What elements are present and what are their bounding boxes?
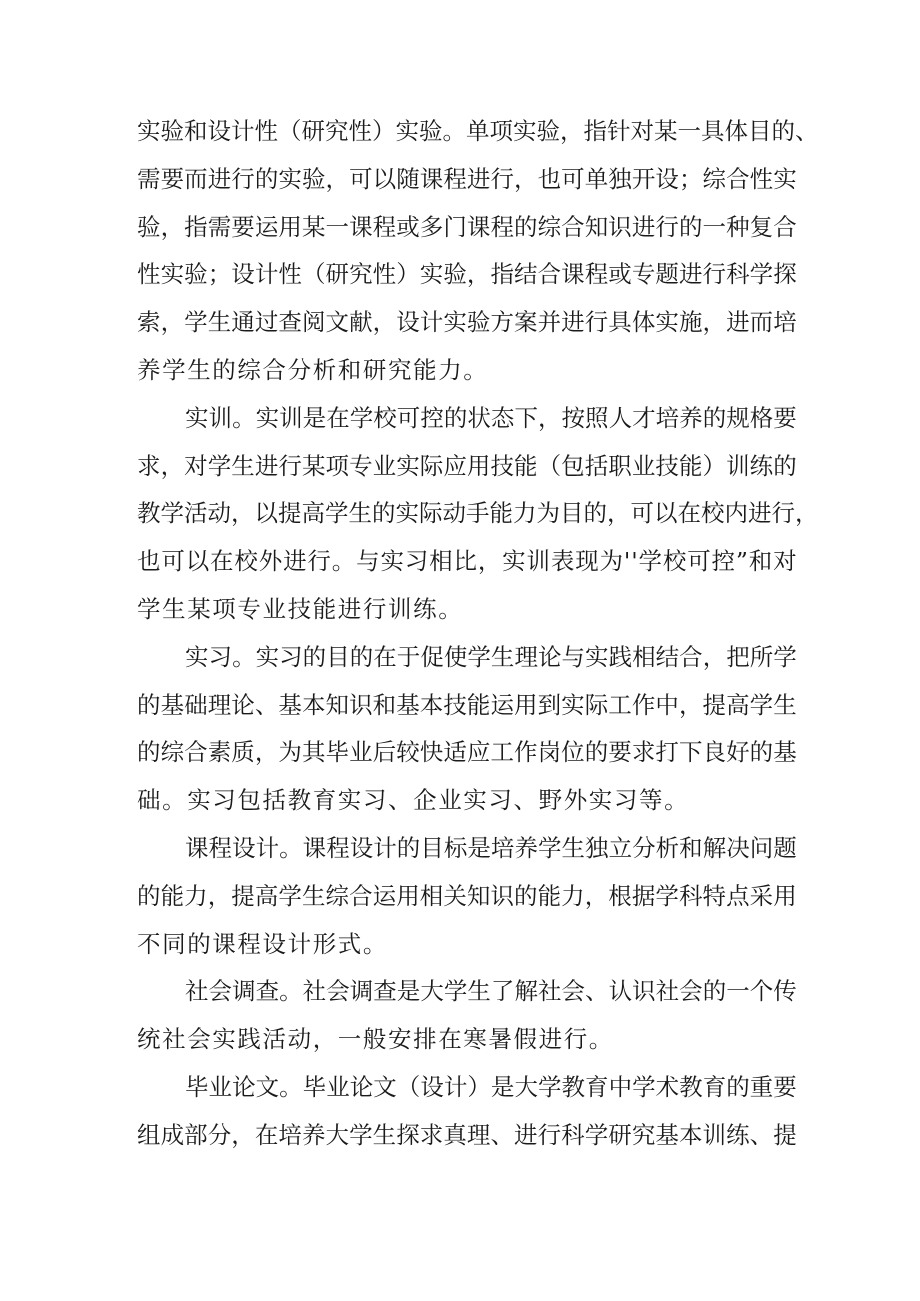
paragraph-first-line: 实 训 。 实 训 是 在 学 校 可 控 的 状 态 下 ， 按 照 人 才 培 养 的 规 格 要 xyxy=(185,403,797,432)
paragraph-first-line: 课 程 设 计 。 课 程 设 计 的 目 标 是 培 养 学 生 独 立 分 析 和 解 决 问 题 xyxy=(185,833,797,862)
text-line: 的 综 合 素 质 ， 为 其 毕 业 后 较 快 适 应 工 作 岗 位 的 要 求 打 下 良 好 的 基 xyxy=(137,738,797,767)
text-line: 础。实习包括教育实习、企业实习、野外实习等。 xyxy=(137,786,690,815)
text-line: 的 基 础 理 论 、 基 本 知 识 和 基 本 技 能 运 用 到 实 际 工 作 中 ， 提 高 学 生 xyxy=(137,690,797,719)
text-line: 教 学 活 动 ， 以 提 高 学 生 的 实 际 动 手 能 力 为 目 的 ， 可 以 在 校 内 进 行 ， xyxy=(137,499,819,528)
text-line: 实 验 和 设 计 性 （ 研 究 性 ） 实 验 。 单 项 实 验 ， 指 针 对 某 一 具 体 目 的 、 xyxy=(137,117,819,145)
text-line: 求 ， 对 学 生 进 行 某 项 专 业 实 际 应 用 技 能 （ 包 括 职 业 技 能 ） 训 练 的 xyxy=(137,451,797,480)
text-line: 也 可 以 在 校 外 进 行 。 与 实 习 相 比 ， 实 训 表 现 为 ' ' 学 校 可 控 ” 和 对 xyxy=(137,547,797,576)
text-line: 养学生的综合分析和研究能力。 xyxy=(137,355,489,384)
text-line: 需 要 而 进 行 的 实 验 ， 可 以 随 课 程 进 行 ， 也 可 单 独 开 设 ； 综 合 性 实 xyxy=(137,164,797,193)
text-line: 学生某项专业技能进行训练。 xyxy=(137,594,464,623)
text-line: 的 能 力 ， 提 高 学 生 综 合 运 用 相 关 知 识 的 能 力 ， 根 据 学 科 特 点 采 用 xyxy=(137,881,797,910)
text-line: 验 ， 指 需 要 运 用 某 一 课 程 或 多 门 课 程 的 综 合 知 识 进 行 的 一 种 复 合 xyxy=(137,212,797,241)
text-line: 不同的课程设计形式。 xyxy=(137,929,388,958)
text-line: 性 实 验 ； 设 计 性 （ 研 究 性 ） 实 验 ， 指 结 合 课 程 或 专 题 进 行 科 学 探 xyxy=(137,260,797,289)
paragraph-first-line: 社 会 调 查 。 社 会 调 查 是 大 学 生 了 解 社 会 、 认 识 社 会 的 一 个 传 xyxy=(185,977,797,1006)
body-text xyxy=(137,108,819,1160)
paragraph-first-line: 实 习 。 实 习 的 目 的 在 于 促 使 学 生 理 论 与 实 践 相 结 合 ， 把 所 学 xyxy=(185,642,797,671)
text-line: 统社会实践活动，一般安排在寒暑假进行。 xyxy=(137,1025,614,1054)
text-line: 组 成 部 分 ， 在 培 养 大 学 生 探 求 真 理 、 进 行 科 学 研 究 基 本 训 练 、 提 xyxy=(137,1120,797,1149)
paragraph-first-line: 毕 业 论 文 。 毕 业 论 文 （ 设 计 ） 是 大 学 教 育 中 学 术 教 育 的 重 要 xyxy=(185,1072,797,1101)
text-line: 索 ， 学 生 通 过 查 阅 文 献 ， 设 计 实 验 方 案 并 进 行 具 体 实 施 ， 进 而 培 xyxy=(137,308,797,337)
